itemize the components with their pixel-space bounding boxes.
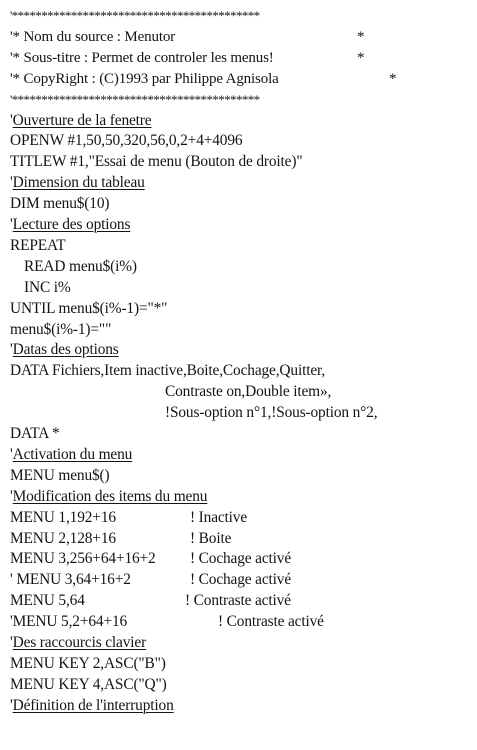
comment-mark: ': [10, 696, 13, 714]
code-line: [165, 404, 377, 422]
code-line: [24, 258, 137, 276]
line-text: MENU KEY 2,ASC("B"): [10, 654, 166, 672]
section-heading: [10, 488, 207, 506]
section-heading-text: Dimension du tableau: [12, 174, 145, 192]
section-heading: [10, 697, 174, 715]
section-heading-text: Modification des items du menu: [12, 487, 208, 505]
code-line: [165, 383, 331, 401]
comment-box-edge: *: [389, 70, 397, 87]
code-line: [10, 425, 60, 443]
section-heading: [10, 174, 145, 192]
inline-remark: ! Inactive: [190, 508, 248, 526]
section-heading-text: Datas des options: [12, 341, 119, 359]
code-line: [10, 571, 131, 589]
line-text: !Sous-option n°1,!Sous-option n°2,: [165, 404, 378, 422]
line-text: menu$(i%-1)="": [10, 320, 112, 338]
code-line: [10, 132, 242, 150]
comment-border-line: [10, 7, 260, 25]
line-text: UNTIL menu$(i%-1)="*": [10, 299, 168, 317]
code-line: [10, 321, 111, 339]
comment-mark: ': [10, 634, 13, 651]
code-line: [10, 550, 156, 568]
code-line: [10, 153, 302, 171]
line-text: DATA Fichiers,Item inactive,Boite,Cochage,Quitter,: [10, 362, 326, 380]
code-line: [10, 467, 110, 485]
code-line: [10, 362, 325, 380]
line-text: MENU 5,64: [10, 592, 85, 610]
code-line: [10, 655, 166, 673]
line-text: 'MENU 5,2+64+16: [10, 613, 128, 631]
line-text: MENU menu$(): [10, 466, 110, 484]
inline-remark: ! Contraste activé: [185, 592, 291, 610]
section-heading-text: Lecture des options: [12, 216, 131, 233]
code-line: [10, 300, 167, 318]
section-heading-text: Définition de l'interruption: [12, 696, 174, 714]
section-heading: [10, 341, 119, 359]
line-text: TITLEW #1,"Essai de menu (Bouton de droite)": [10, 153, 303, 171]
line-text: MENU KEY 4,ASC("Q"): [10, 675, 167, 693]
code-line: [10, 530, 116, 548]
code-line: [10, 509, 116, 527]
line-text: '* Nom du source : Menutor: [10, 28, 176, 45]
comment-mark: ': [10, 174, 13, 192]
line-text: Contraste on,Double item»,: [165, 383, 332, 401]
comment-mark: ': [10, 341, 13, 359]
section-heading: [10, 216, 130, 234]
section-heading: [10, 446, 132, 464]
comment-border-line: [10, 91, 260, 109]
line-text: OPENW #1,50,50,320,56,0,2+4+4096: [10, 132, 243, 150]
header-comment-line: [10, 49, 274, 67]
code-line: [10, 613, 127, 631]
line-text: DATA *: [10, 425, 60, 442]
line-text: ' MENU 3,64+16+2: [10, 571, 131, 589]
header-comment-line: [10, 70, 279, 88]
code-line: [10, 195, 109, 213]
line-text: REPEAT: [10, 236, 66, 254]
comment-mark: ': [10, 111, 13, 129]
comment-mark: ': [10, 445, 13, 463]
inline-remark: ! Boite: [190, 529, 232, 547]
line-text: INC i%: [24, 278, 71, 296]
line-text: MENU 3,256+64+16+2: [10, 550, 156, 568]
inline-remark: ! Contraste activé: [218, 613, 324, 631]
comment-mark: ': [10, 216, 13, 233]
inline-remark: ! Cochage activé: [190, 550, 292, 568]
line-text: '******************************************: [10, 91, 260, 107]
code-line: [10, 237, 66, 255]
section-heading-text: Ouverture de la fenetre: [12, 111, 152, 129]
code-line: [24, 279, 71, 297]
code-line: [10, 592, 85, 610]
comment-box-edge: *: [357, 49, 365, 66]
line-text: '* Sous-titre : Permet de controler les menus!: [10, 49, 274, 66]
line-text: DIM menu$(10): [10, 195, 110, 213]
header-comment-line: [10, 28, 175, 46]
section-heading-text: Des raccourcis clavier: [12, 634, 147, 651]
section-heading: [10, 634, 146, 652]
inline-remark: ! Cochage activé: [190, 571, 292, 589]
line-text: READ menu$(i%): [24, 257, 137, 275]
section-heading: [10, 112, 151, 130]
comment-mark: ': [10, 487, 13, 505]
line-text: MENU 2,128+16: [10, 529, 116, 547]
code-line: [10, 676, 167, 694]
line-text: '******************************************: [10, 8, 260, 23]
comment-box-edge: *: [357, 28, 365, 45]
section-heading-text: Activation du menu: [12, 445, 133, 463]
line-text: MENU 1,192+16: [10, 508, 116, 526]
line-text: '* CopyRight : (C)1993 par Philippe Agnisola: [10, 70, 279, 87]
